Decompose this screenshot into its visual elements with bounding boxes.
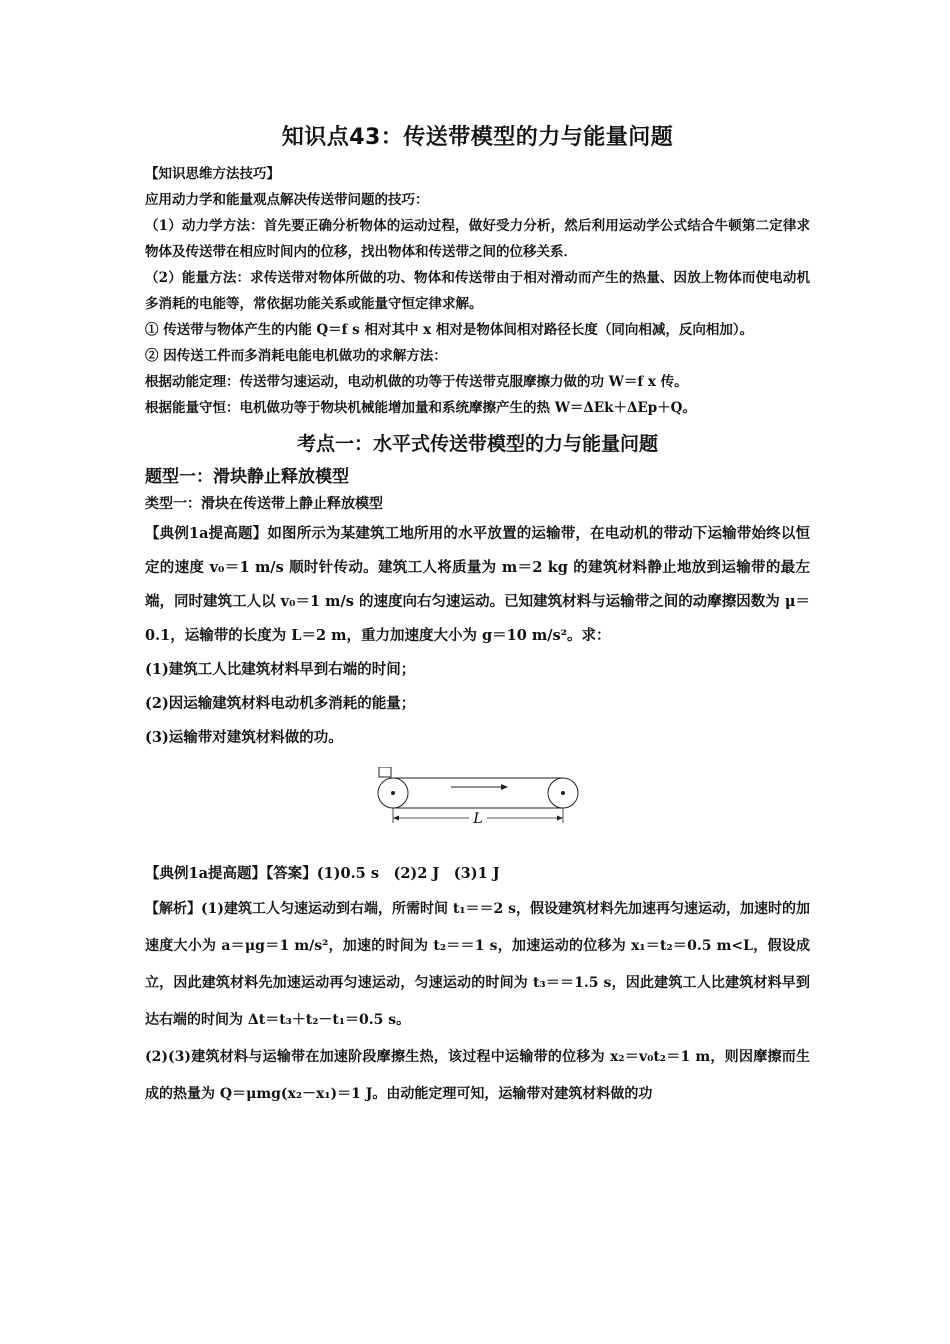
problem-line: 【典例1a提高题】如图所示为某建筑工地所用的水平放置的运输带，在电动机的带动下运输带始终以恒定的速度 v₀＝1 m/s 顺时针传动。建筑工人将质量为 m＝2 kg 的建筑材料静止地放到运输带的最左端，同时建筑工人以 v₀＝1 m/s 的速度向右匀速运动。已知建筑材料与运输带之间的动摩擦因数为 μ＝0.1，运输带的长度为 L＝2 m，重力加速度大小为 g＝10 m/s²。求： <box>145 525 810 644</box>
conveyor-belt-figure <box>373 767 583 827</box>
tips-line: 应用动力学和能量观点解决传送带问题的技巧： <box>145 192 429 208</box>
tips-line: ② 因传送工件而多消耗电能电机做功的求解方法： <box>145 348 447 364</box>
right-pulley-axle <box>561 791 565 795</box>
analysis-line: 【解析】(1)建筑工人匀速运动到右端，所需时间 t₁＝＝2 s，假设建筑材料先加速再匀速运动，加速时的加速度大小为 a＝μg＝1 m/s²，加速的时间为 t₂＝＝1 s，加速运动的位移为 x₁＝t₂＝0.5 m<L，假设成立，因此建筑材料先加速运动再匀速运动，匀速运动的时间为 t₃＝＝1.5 s，因此建筑工人比建筑材料早到达右端的时间为 Δt＝t₃＋t₂－t₁＝0.5 s。 <box>145 901 810 1028</box>
tips-heading: 【知识思维方法技巧】 <box>145 166 280 182</box>
analysis-line: (2)(3)建筑材料与运输带在加速阶段摩擦生热，该过程中运输带的位移为 x₂＝v₀t₂＝1 m，则因摩擦而生成的热量为 Q＝μmg(x₂－x₁)＝1 J。由动能定理可知，运输带对建筑材料做的功 <box>145 1049 810 1102</box>
tips-line: 根据能量守恒：电机做功等于物块机械能增加量和系统摩擦产生的热 W＝ΔEk＋ΔEp＋Q。 <box>145 400 696 416</box>
problem-line: (2)因运输建筑材料电动机多消耗的能量； <box>145 695 416 712</box>
answer-block <box>145 857 810 891</box>
tips-line: ① 传送带与物体产生的内能 Q＝f s 相对其中 x 相对是物体间相对路径长度（同向相减，反向相加）。 <box>145 322 754 338</box>
answer-line: 【典例1a提高题】【答案】(1)0.5 s (2)2 J (3)1 J <box>145 865 500 882</box>
document-page <box>145 120 810 1113</box>
analysis-block <box>145 891 810 1113</box>
section-title: 考点一：水平式传送带模型的力与能量问题 <box>296 433 658 455</box>
dimension-arrow-right <box>557 816 563 821</box>
material-block <box>379 767 391 777</box>
tips-line: （1）动力学方法：首先要正确分析物体的运动过程，做好受力分析，然后利用运动学公式结合牛顿第二定律求物体及传送带在相应时间内的位移，找出物体和传送带之间的位移关系． <box>145 218 810 260</box>
problem-line: (1)建筑工人比建筑材料早到右端的时间； <box>145 661 416 678</box>
tips-line: （2）能量方法：求传送带对物体所做的功、物体和传送带由于相对滑动而产生的热量、因放上物体而使电动机多消耗的电能等，常依据功能关系或能量守恒定律求解。 <box>145 270 810 312</box>
problem-statement <box>145 517 810 755</box>
type-heading: 类型一：滑块在传送带上静止释放模型 <box>145 496 383 512</box>
conveyor-belt-diagram <box>373 767 583 827</box>
method-tips <box>145 161 810 421</box>
left-pulley-axle <box>391 791 395 795</box>
tips-line: 根据动能定理：传送带匀速运动，电动机做的功等于传送带克服摩擦力做的功 W＝f x 传。 <box>145 374 688 390</box>
dimension-arrow-left <box>393 816 399 821</box>
motion-arrowhead <box>501 784 508 790</box>
problem-line: (3)运输带对建筑材料做的功。 <box>145 729 343 746</box>
subheading: 题型一：滑块静止释放模型 <box>145 467 349 487</box>
document-title: 知识点43：传送带模型的力与能量问题 <box>281 125 674 150</box>
length-label: L <box>472 811 483 827</box>
